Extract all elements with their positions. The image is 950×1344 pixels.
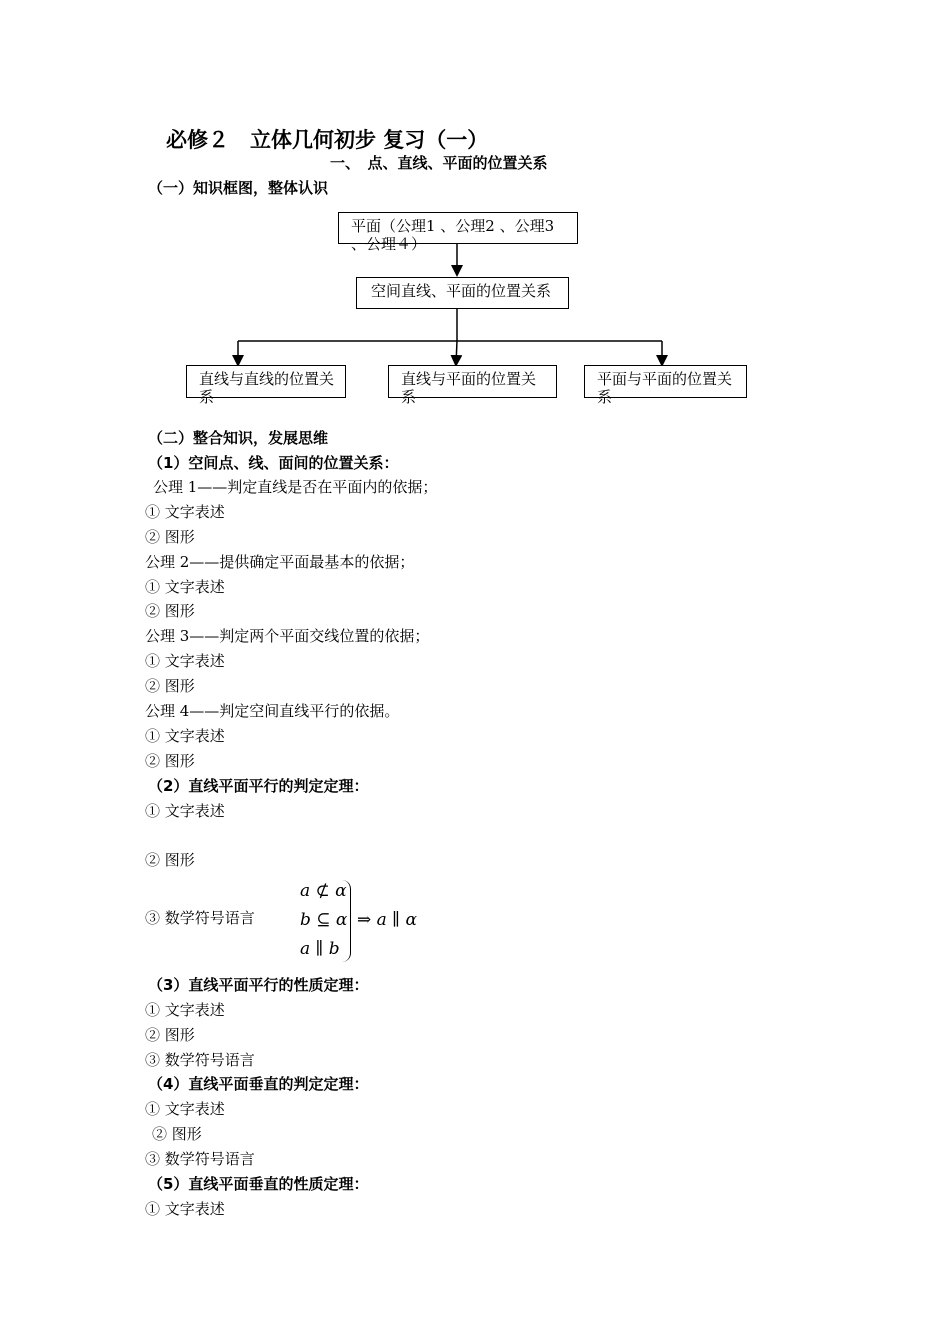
diagram-connectors <box>0 0 950 420</box>
math-premise-1: a ⊄ α <box>300 881 347 901</box>
text-statement-item: ① 文字表述 <box>145 578 225 596</box>
arrow-to-box4 <box>456 341 457 364</box>
figure-item: ② 图形 <box>145 1026 195 1044</box>
figure-item: ② 图形 <box>145 752 195 770</box>
section-heading: 一、 点、直线、平面的位置关系 <box>330 154 548 172</box>
text-statement-item: ① 文字表述 <box>145 802 225 820</box>
text-statement-item: ① 文字表述 <box>145 1001 225 1019</box>
text-statement-item: ① 文字表述 <box>145 503 225 521</box>
figure-item: ② 图形 <box>145 851 195 869</box>
diagram-box-plane-axioms: 平面（公理1 、公理2 、公理3 、公理４） <box>338 212 578 244</box>
diagram-box-line-line: 直线与直线的位置关系 <box>186 365 346 398</box>
subsection-heading-2: （二）整合知识，发展思维 <box>148 429 329 447</box>
topic-heading-4: （4）直线平面垂直的判定定理： <box>148 1075 369 1093</box>
math-premise-3: a ∥ b <box>300 939 340 959</box>
text-statement-item: ① 文字表述 <box>145 1200 225 1218</box>
symbol-language-item: ③ 数学符号语言 <box>145 1150 255 1168</box>
diagram-box-line-plane: 直线与平面的位置关系 <box>388 365 557 398</box>
figure-item: ② 图形 <box>152 1125 202 1143</box>
symbol-language-item: ③ 数学符号语言 <box>145 1051 255 1069</box>
subsection-heading-1: （一）知识框图，整体认识 <box>148 179 329 197</box>
axiom-2-line: 公理 2——提供确定平面最基本的依据； <box>145 553 415 571</box>
math-premise-2: b ⊆ α <box>300 910 348 930</box>
figure-item: ② 图形 <box>145 677 195 695</box>
axiom-3-line: 公理 3——判定两个平面交线位置的依据； <box>145 627 430 645</box>
axiom-4-line: 公理 4——判定空间直线平行的依据。 <box>145 702 400 720</box>
page-title: 必修２ 立体几何初步 复习（一） <box>166 128 489 152</box>
diagram-box-plane-plane: 平面与平面的位置关系 <box>584 365 747 398</box>
math-conclusion: ⇒ a ∥ α <box>357 910 417 930</box>
figure-item: ② 图形 <box>145 528 195 546</box>
axiom-1-line: 公理 1——判定直线是否在平面内的依据； <box>153 478 438 496</box>
diagram-box-spatial-relations: 空间直线、平面的位置关系 <box>356 277 569 309</box>
topic-heading-2: （2）直线平面平行的判定定理： <box>148 777 369 795</box>
topic-heading-5: （5）直线平面垂直的性质定理： <box>148 1175 369 1193</box>
topic-heading-1: （1）空间点、线、面间的位置关系： <box>148 454 399 472</box>
text-statement-item: ① 文字表述 <box>145 727 225 745</box>
text-statement-item: ① 文字表述 <box>145 1100 225 1118</box>
right-brace <box>342 880 351 962</box>
figure-item: ② 图形 <box>145 602 195 620</box>
topic-heading-3: （3）直线平面平行的性质定理： <box>148 976 369 994</box>
text-statement-item: ① 文字表述 <box>145 652 225 670</box>
symbol-language-item: ③ 数学符号语言 <box>145 909 255 927</box>
